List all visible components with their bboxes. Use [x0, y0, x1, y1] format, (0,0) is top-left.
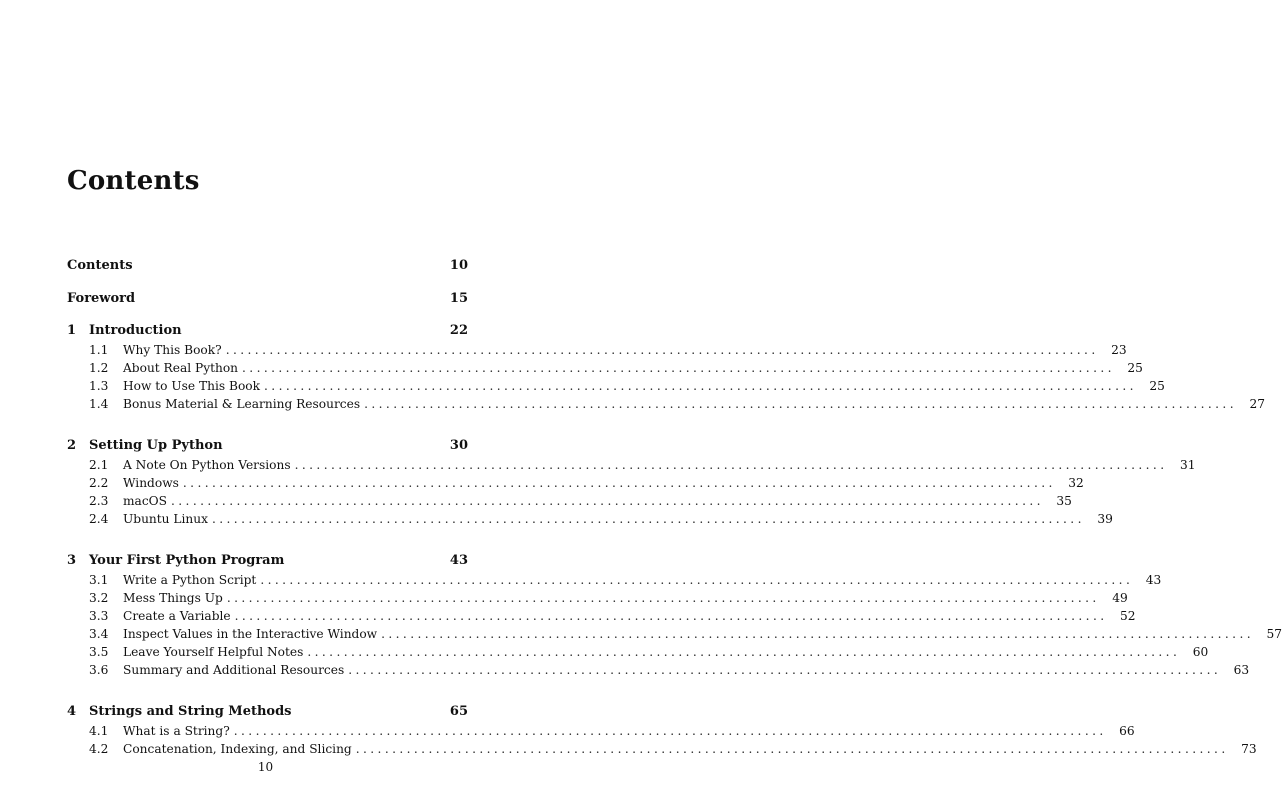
- entry-number: 1.1: [89, 343, 109, 357]
- entry-title: Setting Up Python: [89, 438, 223, 453]
- leader-dots: ........................................................................................................................: [294, 458, 1168, 472]
- entry-title: Inspect Values in the Interactive Window: [123, 627, 378, 641]
- entry-page: 60: [1192, 645, 1209, 659]
- leader-dots: ........................................................................................................................: [234, 609, 1108, 623]
- entry-title: Windows: [123, 476, 179, 490]
- page-number: 10: [257, 760, 274, 774]
- entry-number: 2.4: [89, 512, 109, 526]
- toc-chapter[interactable]: [67, 704, 468, 722]
- entry-title: A Note On Python Versions: [123, 458, 291, 472]
- entry-title: How to Use This Book: [123, 379, 261, 393]
- entry-page: 63: [1233, 663, 1250, 677]
- toc-chapter[interactable]: [67, 438, 468, 456]
- entry-page: 57: [1266, 627, 1282, 641]
- toc-section[interactable]: [67, 512, 1113, 530]
- entry-title: Bonus Material & Learning Resources: [123, 397, 361, 411]
- entry-title: What is a String?: [123, 724, 230, 738]
- leader-dots: ........................................................................................................................: [182, 476, 1056, 490]
- toc-section[interactable]: [67, 573, 1162, 591]
- entry-page: 52: [1119, 609, 1136, 623]
- entry-page: 15: [449, 291, 468, 306]
- entry-title: Why This Book?: [123, 343, 222, 357]
- page-title: Contents: [67, 166, 200, 196]
- leader-dots: ........................................................................................................................: [211, 512, 1085, 526]
- leader-dots: ........................................................................................................................: [348, 663, 1222, 677]
- entry-title: Mess Things Up: [123, 591, 223, 605]
- entry-page: 25: [1127, 361, 1143, 375]
- toc-chapter[interactable]: [67, 323, 468, 341]
- entry-title: Concatenation, Indexing, and Slicing: [123, 742, 352, 756]
- entry-number: 2: [67, 438, 77, 453]
- entry-number: 3.6: [89, 663, 109, 677]
- entry-title: Foreword: [67, 291, 136, 306]
- toc-section[interactable]: [67, 494, 1072, 512]
- entry-number: 3.1: [89, 573, 109, 587]
- leader-dots: ........................................................................................................................: [264, 379, 1137, 393]
- entry-title: Write a Python Script: [123, 573, 257, 587]
- entry-title: Contents: [67, 258, 133, 273]
- toc-chapter[interactable]: [67, 553, 468, 571]
- entry-title: Leave Yourself Helpful Notes: [123, 645, 304, 659]
- entry-page: 10: [449, 258, 468, 273]
- toc-entry[interactable]: [67, 291, 468, 309]
- entry-page: 31: [1179, 458, 1196, 472]
- entry-page: 43: [449, 553, 468, 568]
- entry-page: 22: [449, 323, 468, 338]
- toc-section[interactable]: [67, 663, 1250, 681]
- entry-title: About Real Python: [123, 361, 239, 375]
- entry-number: 2.2: [89, 476, 109, 490]
- entry-page: 73: [1241, 742, 1257, 756]
- toc-section[interactable]: [67, 724, 1135, 742]
- entry-number: 1.4: [89, 397, 109, 411]
- toc-section[interactable]: [67, 397, 1265, 415]
- toc-entry[interactable]: [67, 258, 468, 276]
- entry-number: 3.4: [89, 627, 109, 641]
- leader-dots: ........................................................................................................................: [226, 591, 1100, 605]
- toc-section[interactable]: [67, 591, 1128, 609]
- toc-section[interactable]: [67, 742, 1257, 760]
- entry-page: 23: [1111, 343, 1127, 357]
- leader-dots: ........................................................................................................................: [233, 724, 1107, 738]
- toc-section[interactable]: [67, 645, 1209, 663]
- entry-page: 65: [449, 704, 468, 719]
- leader-dots: ........................................................................................................................: [381, 627, 1254, 641]
- entry-page: 35: [1056, 494, 1072, 508]
- entry-page: 30: [449, 438, 468, 453]
- entry-number: 3.2: [89, 591, 109, 605]
- entry-title: macOS: [123, 494, 167, 508]
- toc-section[interactable]: [67, 627, 1282, 645]
- toc-section[interactable]: [67, 379, 1165, 397]
- leader-dots: ........................................................................................................................: [171, 494, 1044, 508]
- toc-section[interactable]: [67, 343, 1127, 361]
- leader-dots: ........................................................................................................................: [364, 397, 1237, 411]
- entry-page: 49: [1112, 591, 1128, 605]
- entry-page: 66: [1119, 724, 1135, 738]
- entry-number: 4.2: [89, 742, 109, 756]
- leader-dots: ........................................................................................................................: [307, 645, 1181, 659]
- toc-section[interactable]: [67, 609, 1136, 627]
- entry-number: 4.1: [89, 724, 109, 738]
- entry-number: 3: [67, 553, 77, 568]
- leader-dots: ........................................................................................................................: [260, 573, 1134, 587]
- entry-title: Introduction: [89, 323, 182, 338]
- entry-title: Summary and Additional Resources: [123, 663, 345, 677]
- entry-number: 2.3: [89, 494, 109, 508]
- entry-page: 39: [1097, 512, 1113, 526]
- leader-dots: ........................................................................................................................: [242, 361, 1115, 375]
- entry-title: Ubuntu Linux: [123, 512, 208, 526]
- entry-title: Your First Python Program: [89, 553, 285, 568]
- entry-page: 25: [1149, 379, 1165, 393]
- entry-number: 4: [67, 704, 77, 719]
- entry-title: Strings and String Methods: [89, 704, 292, 719]
- entry-number: 2.1: [89, 458, 109, 472]
- toc-section[interactable]: [67, 476, 1084, 494]
- entry-title: Create a Variable: [123, 609, 231, 623]
- leader-dots: ........................................................................................................................: [225, 343, 1099, 357]
- toc-section[interactable]: [67, 361, 1143, 379]
- entry-number: 1.3: [89, 379, 109, 393]
- entry-page: 32: [1068, 476, 1084, 490]
- entry-number: 3.3: [89, 609, 109, 623]
- entry-number: 3.5: [89, 645, 109, 659]
- entry-page: 27: [1249, 397, 1265, 411]
- leader-dots: ........................................................................................................................: [355, 742, 1229, 756]
- entry-number: 1: [67, 323, 77, 338]
- toc-section[interactable]: [67, 458, 1196, 476]
- entry-number: 1.2: [89, 361, 109, 375]
- entry-page: 43: [1145, 573, 1162, 587]
